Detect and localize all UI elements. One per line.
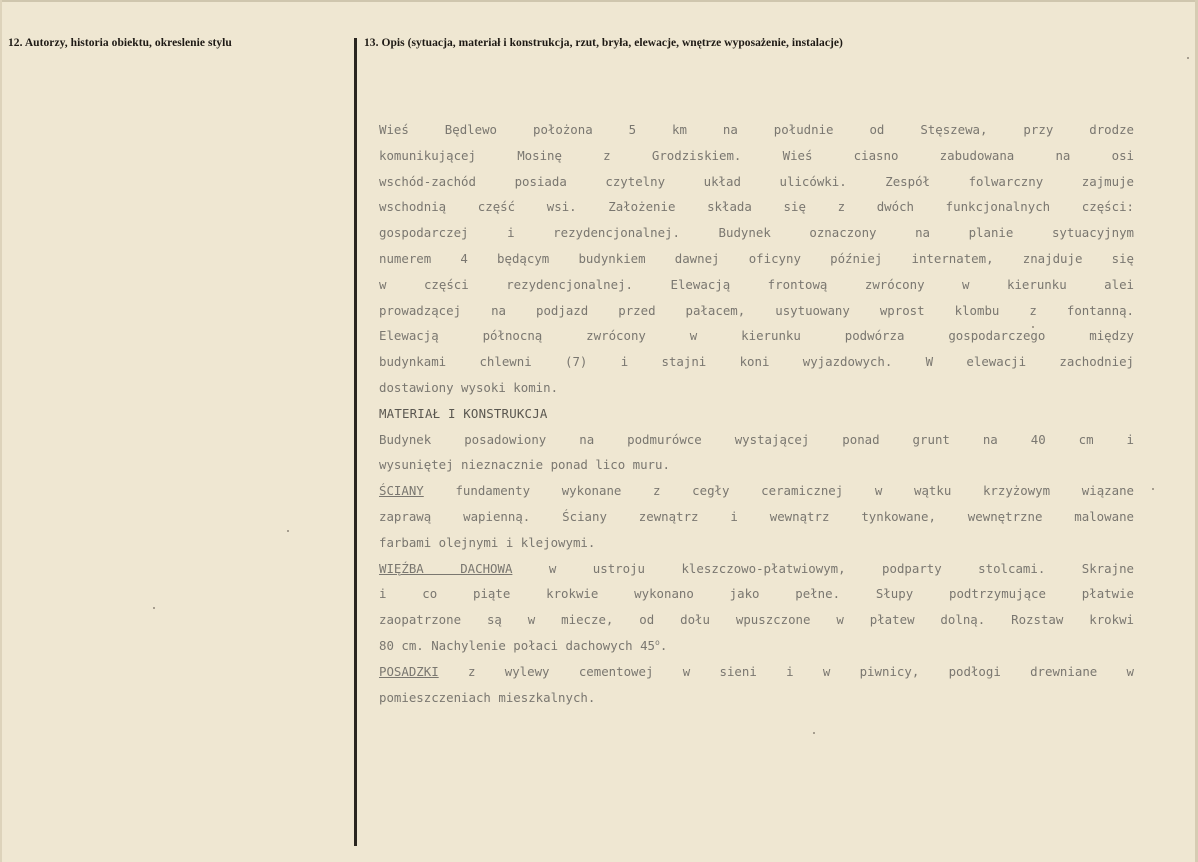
paper-speck (1152, 488, 1154, 490)
sheet-top-edge (0, 0, 1198, 2)
posadzki-line (379, 659, 1134, 685)
posadzki-line: pomieszczeniach mieszkalnych. (379, 689, 596, 705)
description-line: komunikującej Mosinę z Grodziskiem. Wieś ciasno zabudowana na osi (379, 147, 1134, 163)
description-line: dostawiony wysoki komin. (379, 379, 559, 395)
description-line: budynkami chlewni (7) i stajni koni wyjazdowych. W elewacji zachodniej (379, 354, 1134, 370)
sciany-label: ŚCIANY (379, 483, 424, 499)
material-heading: MATERIAŁ I KONSTRUKCJA (379, 405, 548, 421)
paper-speck (287, 530, 289, 532)
field-12-label: 12. Autorzy, historia obiektu, okreslenie stylu (8, 37, 232, 49)
sciany-line: zaprawą wapienną. Ściany zewnątrz i wewnątrz tynkowane, wewnętrzne malowane (379, 508, 1134, 524)
wiezba-line (379, 633, 1134, 659)
description-line: gospodarczej i rezydencjonalnej. Budynek oznaczony na planie sytuacyjnym (379, 225, 1134, 241)
wiezba-line: zaopatrzone są w miecze, od dołu wpuszczone w płatew dolną. Rozstaw krokwi (379, 612, 1134, 628)
description-text (379, 117, 1134, 710)
material-line: wysuniętej nieznacznie ponad lico muru. (379, 457, 670, 473)
description-line: wschód-zachód posiada czytelny układ ulicówki. Zespół folwarczny zajmuje (379, 173, 1134, 189)
description-line: Elewacją północną zwrócony w kierunku podwórza gospodarczego między (379, 328, 1134, 344)
wiezba-label: WIĘŹBA DACHOWA (379, 560, 513, 576)
paper-speck (813, 732, 815, 734)
wiezba-line: i co piąte krokwie wykonano jako pełne. Słupy podtrzymujące płatwie (379, 586, 1134, 602)
description-line: numerem 4 będącym budynkiem dawnej oficyny później internatem, znajduje się (379, 250, 1134, 266)
paper-speck (153, 607, 155, 609)
paper-speck (1032, 326, 1034, 328)
paper-speck (1187, 57, 1189, 59)
wiezba-line (379, 556, 1134, 582)
material-line: Budynek posadowiony na podmurówce wystającej ponad grunt na 40 cm i (379, 431, 1134, 447)
sciany-text: fundamenty wykonane z cegły ceramicznej w wątku krzyżowym wiązane (455, 483, 1134, 499)
sheet-left-edge (0, 0, 2, 862)
wiezba-line-end: . (659, 637, 668, 653)
field-13-label: 13. Opis (sytuacja, materiał i konstrukcja, rzut, bryła, elewacje, wnętrze wyposażenie, instalacje) (364, 37, 843, 49)
wiezba-slope-text: 80 cm. Nachylenie połaci dachowych 45 (379, 637, 656, 653)
degree-sign: o (655, 637, 660, 647)
description-line: wschodnią część wsi. Założenie składa się z dwóch funkcjonalnych części: (379, 199, 1134, 215)
posadzki-text: z wylewy cementowej w sieni i w piwnicy, podłogi drewniane w (468, 663, 1134, 679)
description-line: prowadzącej na podjazd przed pałacem, usytuowany wprost klombu z fontanną. (379, 302, 1134, 318)
column-divider (354, 38, 357, 846)
posadzki-label: POSADZKI (379, 663, 439, 679)
sciany-line (379, 478, 1134, 504)
wiezba-text: w ustroju kleszczowo-płatwiowym, podparty stolcami. Skrajne (548, 560, 1134, 576)
description-line: Wieś Będlewo położona 5 km na południe od Stęszewa, przy drodze (379, 122, 1134, 137)
description-line: w części rezydencjonalnej. Elewacją frontową zwrócony w kierunku alei (379, 276, 1134, 292)
sciany-line: farbami olejnymi i klejowymi. (379, 534, 596, 550)
